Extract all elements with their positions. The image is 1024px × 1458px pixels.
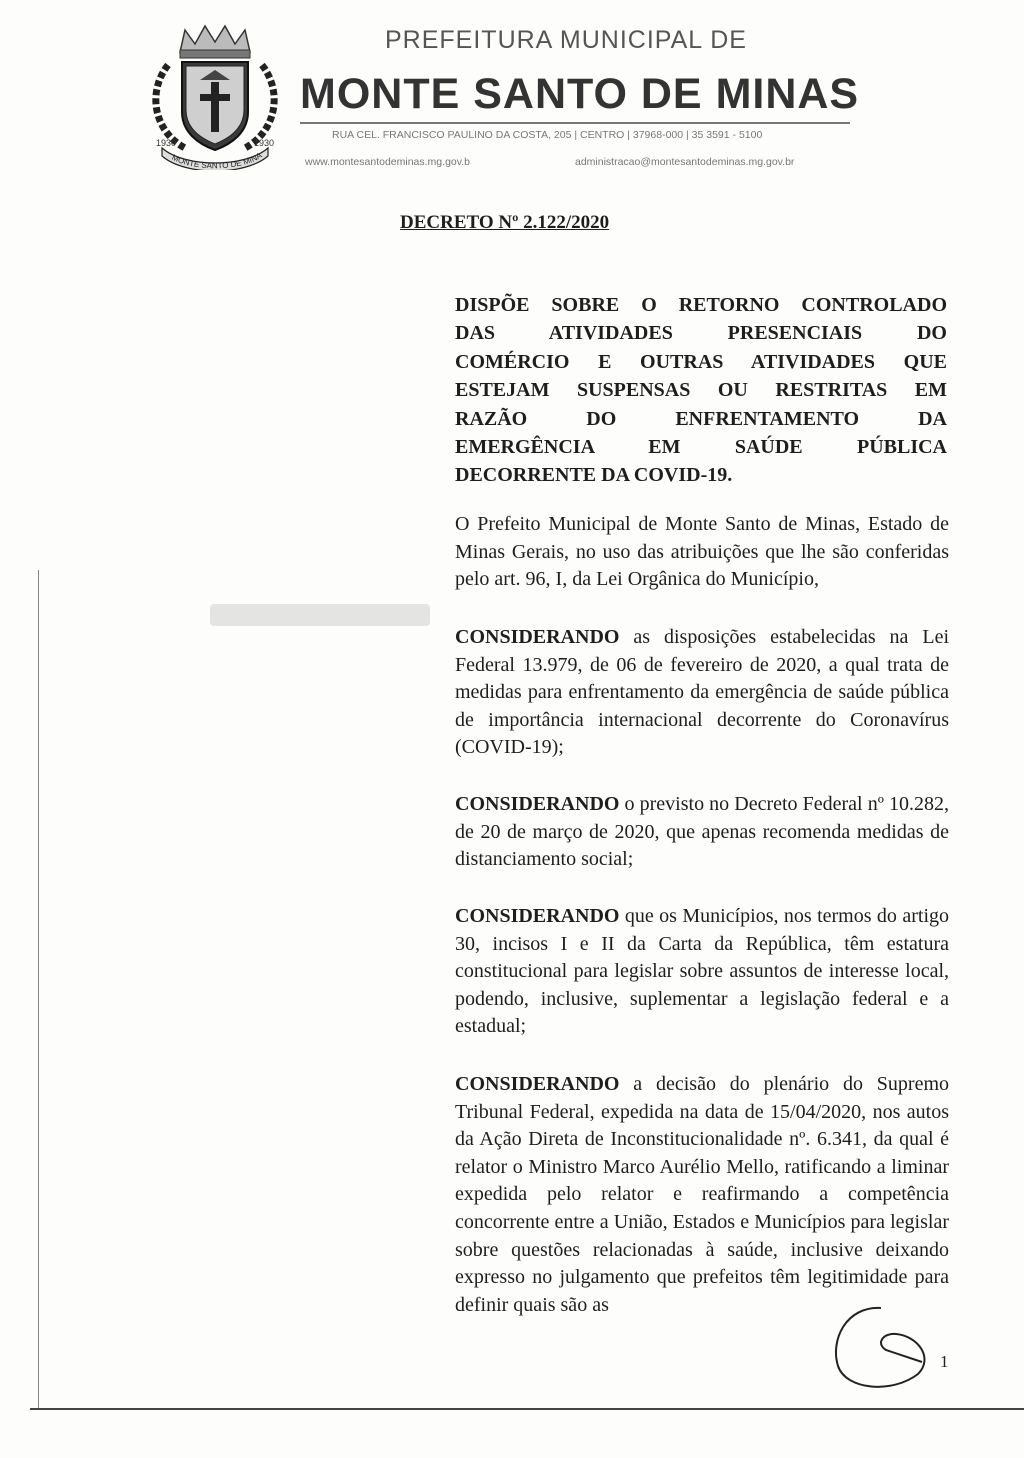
header-website: www.montesantodeminas.mg.gov.b xyxy=(305,156,470,168)
ementa-line: DAS ATIVIDADES PRESENCIAIS DO xyxy=(455,322,947,345)
considerando-text: o previsto no Decreto Federal nº 10.282, de 20 de março de 2020, que apenas recomenda medidas de distanciamento social; xyxy=(455,793,949,871)
considerando-lead: CONSIDERANDO xyxy=(455,793,620,815)
coat-year-right: 1930 xyxy=(254,138,275,148)
ementa xyxy=(455,291,947,490)
ementa-line: RAZÃO DO ENFRENTAMENTO DA xyxy=(455,407,947,430)
considerando-paragraph xyxy=(455,1071,949,1319)
signature-initials-icon xyxy=(826,1300,936,1395)
page-bottom-rule xyxy=(30,1408,1024,1410)
considerando-paragraph xyxy=(455,903,949,1041)
ementa-line: DISPÕE SOBRE O RETORNO CONTROLADO xyxy=(455,294,947,316)
ementa-line: EMERGÊNCIA EM SAÚDE PÚBLICA xyxy=(455,436,947,459)
page-number: 1 xyxy=(940,1352,949,1371)
considerando-text: a decisão do plenário do Supremo Tribunal Federal, expedida na data de 15/04/2020, nos autos da Ação Direta de Inconstitucionalidade nº. 6.341, da qual é relator o Ministro Marco Aurélio Mello, ratificando a liminar expedida pelo relator e reafirmando a competência concorrente entre a União, Estados e Municípios para legislar sobre questões relacionadas à saúde, inclusive deixando expresso no julgamento que prefeitos têm legitimidade para definir quais são as xyxy=(455,1073,949,1316)
header-title-line1: PREFEITURA MUNICIPAL DE xyxy=(385,26,747,54)
considerando-paragraph xyxy=(455,791,949,874)
decree-title: DECRETO Nº 2.122/2020 xyxy=(400,212,610,233)
scan-edge-line xyxy=(38,570,39,1410)
considerando-lead: CONSIDERANDO xyxy=(455,905,620,927)
considerando-lead: CONSIDERANDO xyxy=(455,1073,620,1095)
considerando-paragraph xyxy=(455,624,949,762)
ementa-line: COMÉRCIO E OUTRAS ATIVIDADES QUE xyxy=(455,350,947,373)
header-title-line2: MONTE SANTO DE MINAS xyxy=(300,70,860,118)
considerando-text: que os Municípios, nos termos do artigo 30, incisos I e II da Carta da República, têm estatura constitucional para legislar sobre assuntos de interesse local, podendo, inclusive, suplementar a legislação federal e a estadual; xyxy=(455,905,949,1038)
header-divider xyxy=(300,122,850,124)
considerando-lead: CONSIDERANDO xyxy=(455,626,620,648)
ementa-line: DECORRENTE DA COVID-19. xyxy=(455,464,733,487)
coat-ribbon-text: MONTE SANTO DE MINA xyxy=(170,150,264,170)
header-address: RUA CEL. FRANCISCO PAULINO DA COSTA, 205 | CENTRO | 37968-000 | 35 3591 - 5100 xyxy=(332,129,763,141)
coat-of-arms-icon xyxy=(140,20,290,170)
ementa-line: ESTEJAM SUSPENSAS OU RESTRITAS EM xyxy=(455,379,947,402)
stamp-shadow xyxy=(210,596,430,636)
preamble-paragraph: O Prefeito Municipal de Monte Santo de Minas, Estado de Minas Gerais, no uso das atribuições que lhe são conferidas pelo art. 96, I, da Lei Orgânica do Município, xyxy=(455,513,949,591)
coat-year-left: 1930 xyxy=(156,138,177,148)
header-email: administracao@montesantodeminas.mg.gov.br xyxy=(575,156,795,168)
considerando-text: as disposições estabelecidas na Lei Federal 13.979, de 06 de fevereiro de 2020, a qual trata de medidas para enfrentamento da emergência de saúde pública de importância internacional decorrente do Coronavírus (COVID-19); xyxy=(455,626,949,759)
